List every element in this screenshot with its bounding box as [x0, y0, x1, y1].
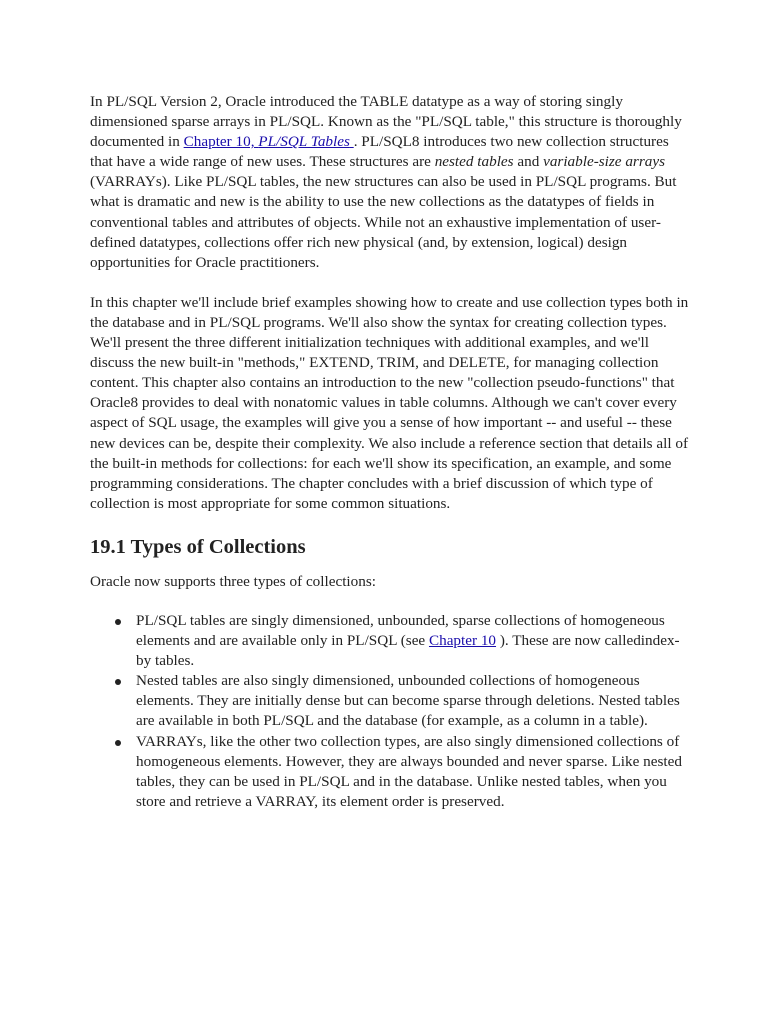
section-heading: 19.1 Types of Collections: [90, 535, 306, 558]
paragraph-intro-text-2: . PL/SQL8 introduces two new collection structures that have a wide range of new uses. These structures are: [90, 133, 669, 171]
paragraph-chapter-overview: In this chapter we'll include brief examples showing how to create and use collection types both in the database and in PL/SQL programs. We'll also show the syntax for creating collection types. We'll present the three different initialization techniques with additional examples, and we'll discuss the new built-in "methods," EXTEND, TRIM, and DELETE, for managing collection content. This chapter also contains an introduction to the new "collection pseudo-functions" that Oracle8 provides to deal with nonatomic values in table columns. Although we can't cover every aspect of SQL usage, the examples will give you a sense of how important -- and useful -- these new devices can be, despite their complexity. We also include a reference section that details all of the built-in methods for collections: for each we'll show its specification, an example, and some programming considerations. The chapter concludes with a brief discussion of which type of collection is most appropriate for some common situations.: [90, 293, 689, 512]
list-item-text-after: ). These are now calledindex-by tables.: [136, 632, 680, 670]
bullet-icon: [115, 619, 121, 625]
chapter-10-pl-sql-tables-link[interactable]: [184, 133, 354, 150]
bullet-icon: [115, 740, 121, 746]
nested-tables-term: nested tables: [434, 153, 514, 171]
link-title-text: PL/SQL Tables: [258, 133, 350, 151]
variable-size-arrays-term: variable-size arrays: [543, 153, 666, 171]
paragraph-intro-text-3: and: [513, 153, 544, 171]
document-page: [90, 92, 690, 812]
chapter-10-link[interactable]: Chapter 10: [428, 632, 497, 650]
list-item-varrays: [136, 732, 690, 812]
paragraph-intro: [90, 92, 690, 273]
paragraph-intro-text-4: (VARRAYs). Like PL/SQL tables, the new structures can also be used in PL/SQL programs. But what is dramatic and new is the ability to use the new collections as the datatypes of fields in conventional tables and attributes of objects. While not an exhaustive implementation of user-defined datatypes, collections offer rich new physical (and, by extension, logical) design opportunities for Oracle practitioners.: [90, 173, 677, 271]
section-intro: Oracle now supports three types of collections:: [90, 572, 376, 590]
list-item-text: VARRAYs, like the other two collection types, are also singly dimensioned collections of homogeneous elements. However, they are always bounded and never sparse. Like nested tables, they can be used in PL/SQL and in the database. Unlike nested tables, when you store and retrieve a VARRAY, its element order is preserved.: [136, 732, 682, 810]
list-item-plsql-tables: [136, 611, 690, 671]
list-item-text-before: PL/SQL tables are singly dimensioned, unbounded, sparse collections of homogeneous elements and are available only in PL/SQL (see: [136, 611, 665, 650]
list-item-nested-tables: [136, 671, 690, 731]
collection-types-list: [90, 611, 690, 812]
bullet-icon: [115, 679, 121, 685]
list-item-text: Nested tables are also singly dimensioned, unbounded collections of homogeneous elements. They are initially dense but can become sparse through deletions. Nested tables are available in both PL/SQL and the database (for example, as a column in a table).: [136, 672, 680, 730]
paragraph-intro-text-1: In PL/SQL Version 2, Oracle introduced the TABLE datatype as a way of storing singly dimensioned sparse arrays in PL/SQL. Known as the "PL/SQL table," this structure is thoroughly documented in: [90, 93, 682, 151]
link-chapter-text: Chapter 10,: [183, 133, 259, 151]
